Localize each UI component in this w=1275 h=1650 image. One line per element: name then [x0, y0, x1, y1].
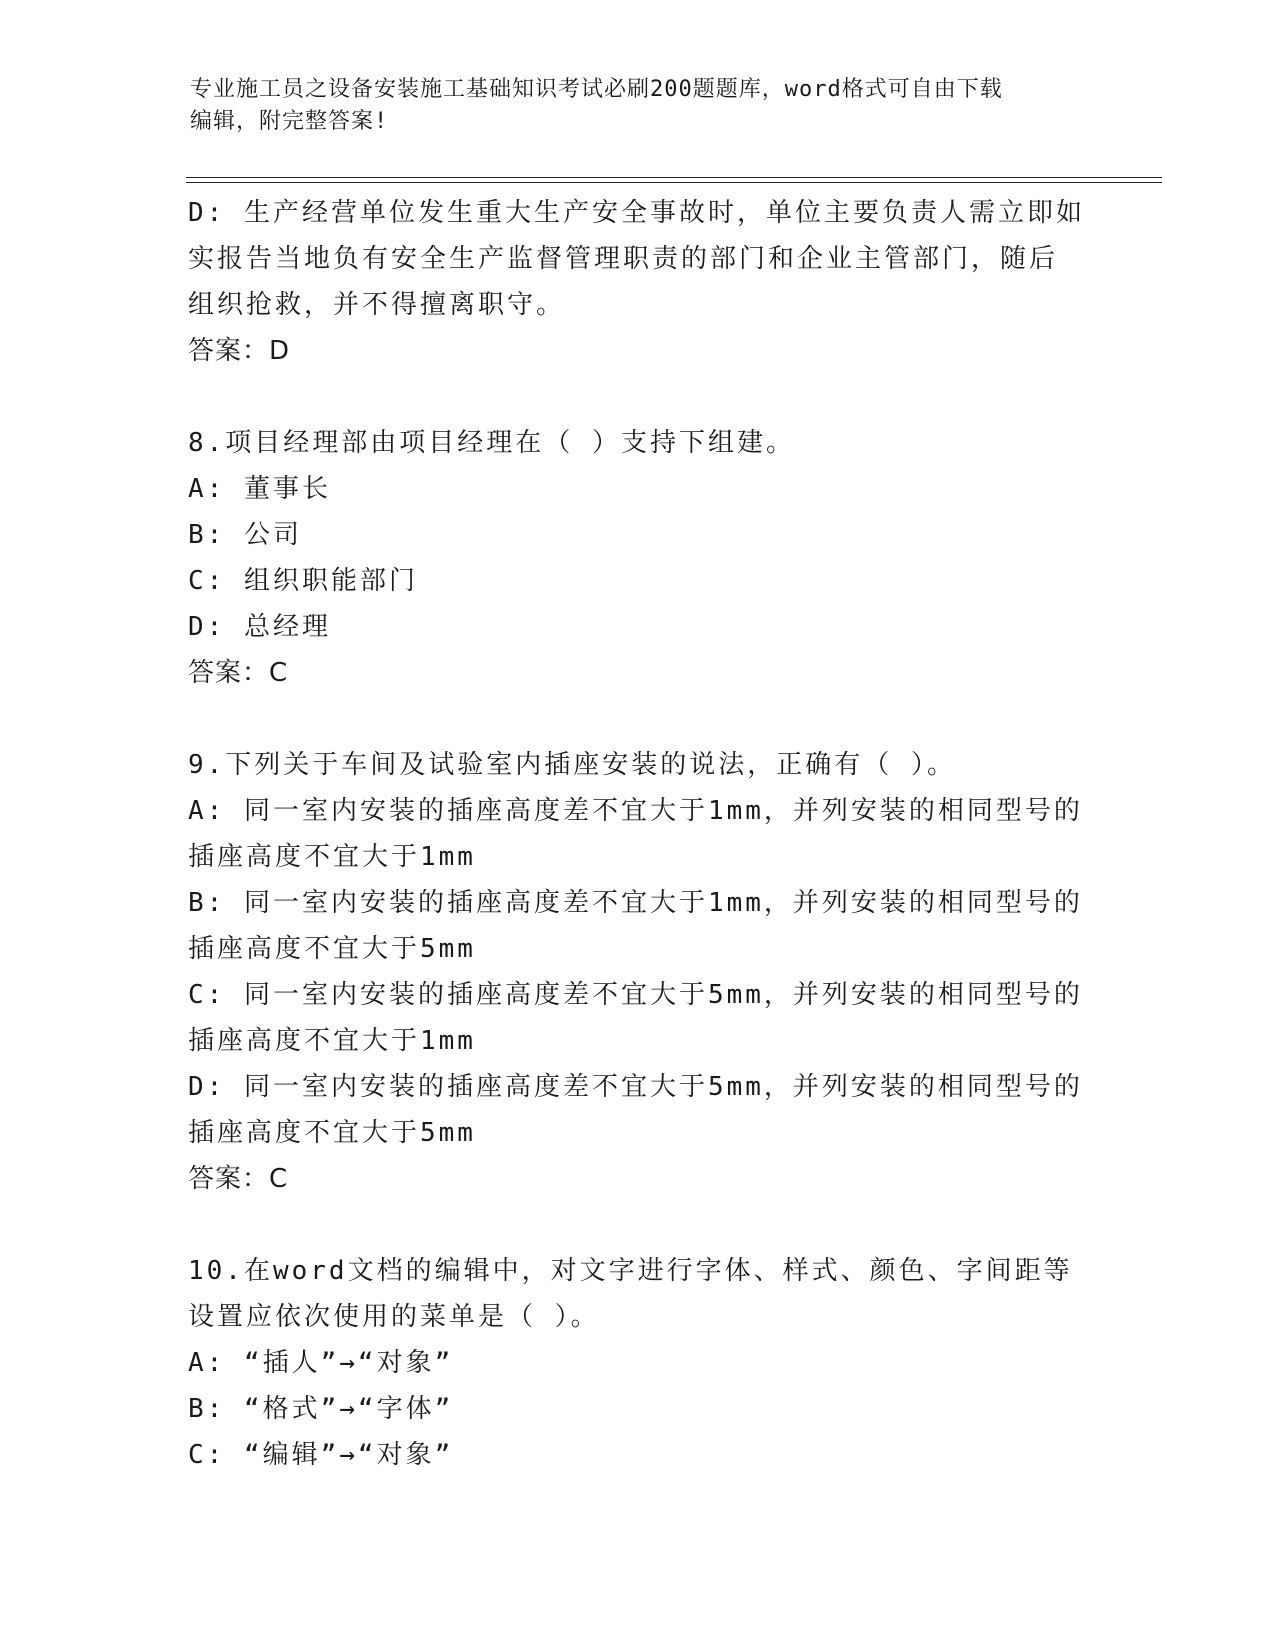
q9-option-a-line-2: 插座高度不宜大于1mm [188, 842, 476, 872]
q9-option-c-line-2: 插座高度不宜大于1mm [188, 1026, 476, 1056]
header-title-line-1: 专业施工员之设备安装施工基础知识考试必刷200题题库，word格式可自由下载 [190, 77, 1003, 102]
question-9 [188, 742, 1083, 1202]
spacer [188, 696, 1078, 742]
q9-option-d-line-1: D: 同一室内安装的插座高度差不宜大于5mm，并列安装的相同型号的 [188, 1072, 1083, 1102]
prev-option-d-line-2: 实报告当地负有安全生产监督管理职责的部门和企业主管部门，随后 [188, 244, 1059, 274]
q9-stem: 9.下列关于车间及试验室内插座安装的说法，正确有（ ）。 [188, 750, 956, 780]
header-title-line-2: 编辑，附完整答案! [190, 109, 389, 134]
q10-option-a: A: “插人”→“对象” [188, 1348, 454, 1378]
q9-option-a-line-1: A: 同一室内安装的插座高度差不宜大于1mm，并列安装的相同型号的 [188, 796, 1083, 826]
question-content [188, 190, 1085, 1478]
prev-option-d-line-1: D: 生产经营单位发生重大生产安全事故时，单位主要负责人需立即如 [188, 198, 1085, 228]
q10-option-b: B: “格式”→“字体” [188, 1394, 454, 1424]
q9-option-b-line-1: B: 同一室内安装的插座高度差不宜大于1mm，并列安装的相同型号的 [188, 888, 1083, 918]
q9-answer: 答案：C [188, 1164, 289, 1194]
question-8 [188, 420, 1078, 696]
q8-answer: 答案：C [188, 658, 289, 688]
prev-answer: 答案：D [188, 336, 291, 366]
question-10 [188, 1248, 1078, 1478]
spacer [188, 374, 1078, 420]
header-divider-top [186, 177, 1162, 178]
q8-stem: 8.项目经理部由项目经理在（ ）支持下组建。 [188, 428, 795, 458]
q9-option-c-line-1: C: 同一室内安装的插座高度差不宜大于5mm，并列安装的相同型号的 [188, 980, 1083, 1010]
prev-question-block [188, 190, 1085, 374]
q9-option-b-line-2: 插座高度不宜大于5mm [188, 934, 476, 964]
q10-option-c: C: “编辑”→“对象” [188, 1440, 454, 1470]
header-divider-bottom [186, 182, 1162, 183]
q8-option-b: B: 公司 [188, 520, 302, 550]
q9-option-d-line-2: 插座高度不宜大于5mm [188, 1118, 476, 1148]
q8-option-c: C: 组织职能部门 [188, 566, 418, 596]
page-header [190, 74, 1070, 138]
spacer [188, 1202, 1078, 1248]
q8-option-a: A: 董事长 [188, 474, 331, 504]
q10-stem-line-2: 设置应依次使用的菜单是（ ）。 [188, 1302, 600, 1332]
prev-option-d-line-3: 组织抢救，并不得擅离职守。 [188, 290, 566, 320]
q8-option-d: D: 总经理 [188, 612, 331, 642]
q10-stem-line-1: 10.在word文档的编辑中，对文字进行字体、样式、颜色、字间距等 [188, 1256, 1073, 1286]
